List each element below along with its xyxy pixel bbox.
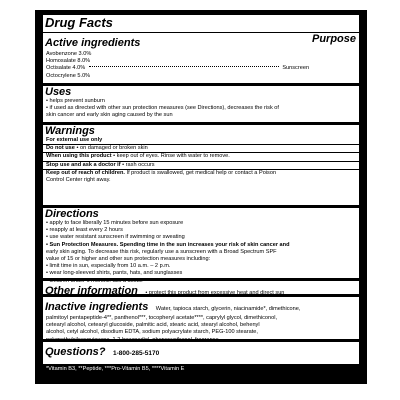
ingredient-line: Homosalate 8.0%: [46, 58, 91, 65]
when-using-label: When using this product: [46, 153, 112, 160]
keep-out-text-continued: Control Center right away.: [46, 177, 111, 184]
drug-facts-panel: [43, 15, 359, 364]
uses-line: skin cancer and early skin aging caused by the sun: [46, 112, 173, 119]
leader-dots: [89, 66, 279, 67]
questions-label: Questions?: [45, 346, 106, 358]
questions-section: [43, 336, 359, 360]
directions-section: [43, 205, 359, 285]
inactive-line: Water, tapioca starch, glycerin, niacinamide*, dimethicone,: [155, 306, 301, 312]
uses-line: • helps prevent sunburn: [46, 98, 105, 104]
directions-line: value of 15 or higher and other sun protection measures including:: [46, 256, 211, 263]
ingredient-line: Octocrylene 5.0%: [46, 72, 91, 79]
directions-line: • children under 6 months: ask a doctor: [46, 277, 144, 284]
do-not-use-label: Do not use: [46, 145, 75, 152]
drug-facts-title: Drug Facts: [45, 15, 113, 30]
external-use-text: For external use only: [46, 137, 103, 143]
other-information-text: • protect this product from excessive heat and direct sun: [145, 290, 285, 296]
directions-header: Directions: [45, 208, 99, 220]
active-ingredients-section: [43, 32, 359, 80]
inactive-line: polymethylsilsesquioxane, 1,2-hexanediol, phenoxyethanol, fragrance: [46, 336, 219, 343]
purpose-header: Purpose: [311, 33, 356, 45]
title-section: [43, 16, 359, 30]
vitamin-footnote: *Vitamin B3, **Peptide, ***Pro-Vitamin B5, ****Vitamin E: [46, 366, 185, 372]
keep-out-text: If product is swallowed, get medical help or contact a Poison: [126, 169, 277, 176]
when-using-text: • keep out of eyes. Rinse with water to remove.: [113, 153, 230, 160]
do-not-use-text: • on damaged or broken skin: [76, 145, 148, 152]
warnings-section: [43, 122, 359, 184]
stop-use-label: Stop use and ask a doctor if: [46, 161, 121, 168]
inactive-ingredients-header: Inactive ingredients: [45, 301, 149, 313]
directions-line: • reapply at least every 2 hours: [46, 227, 123, 234]
directions-line: • apply to face liberally 15 minutes before sun exposure: [46, 220, 184, 226]
purpose-value: Sunscreen: [282, 65, 310, 72]
directions-line: early skin aging. To decrease this risk, regularly use a sunscreen with a Broad Spectrum SPF: [46, 248, 277, 255]
inactive-line: cetearyl alcohol, cetearyl glucoside, palmitic acid, stearic acid, stearyl alcohol, behenyl: [46, 322, 260, 329]
stop-use-text: • rash occurs: [122, 161, 155, 168]
keep-out-label: Keep out of reach of children.: [46, 169, 125, 176]
inactive-line: alcohol, cetyl alcohol, disodium EDTA, sodium polyacrylate starch, PEG-100 stearate,: [46, 329, 258, 336]
directions-line: • wear long-sleeved shirts, pants, hats, and sunglasses: [46, 270, 183, 277]
uses-section: [43, 83, 359, 120]
directions-line: • use water resistant sunscreen if swimming or sweating: [46, 234, 185, 241]
inactive-line: palmitoyl pentapeptide-4**, panthenol***, tocopheryl acetate****, caprylyl glycol, dimethiconol,: [46, 315, 278, 321]
directions-line: • Sun Protection Measures. Spending time in the sun increases your risk of skin cancer and: [46, 241, 290, 248]
questions-phone: 1-800-285-5170: [112, 350, 160, 357]
ingredient-line: Avobenzone 3.0%: [46, 51, 92, 57]
uses-line: • if used as directed with other sun protection measures (see Directions), decreases the risk of: [46, 105, 279, 112]
uses-header: Uses: [45, 86, 72, 98]
active-ingredients-header: Active ingredients: [45, 37, 141, 49]
other-information-header: Other information: [45, 285, 138, 297]
inactive-ingredients-section: [43, 294, 359, 344]
directions-line: • limit time in sun, especially from 10 a.m. – 2 p.m.: [46, 263, 171, 270]
ingredient-line: Octisalate 4.0%: [46, 65, 86, 72]
warnings-header: Warnings: [45, 125, 95, 137]
